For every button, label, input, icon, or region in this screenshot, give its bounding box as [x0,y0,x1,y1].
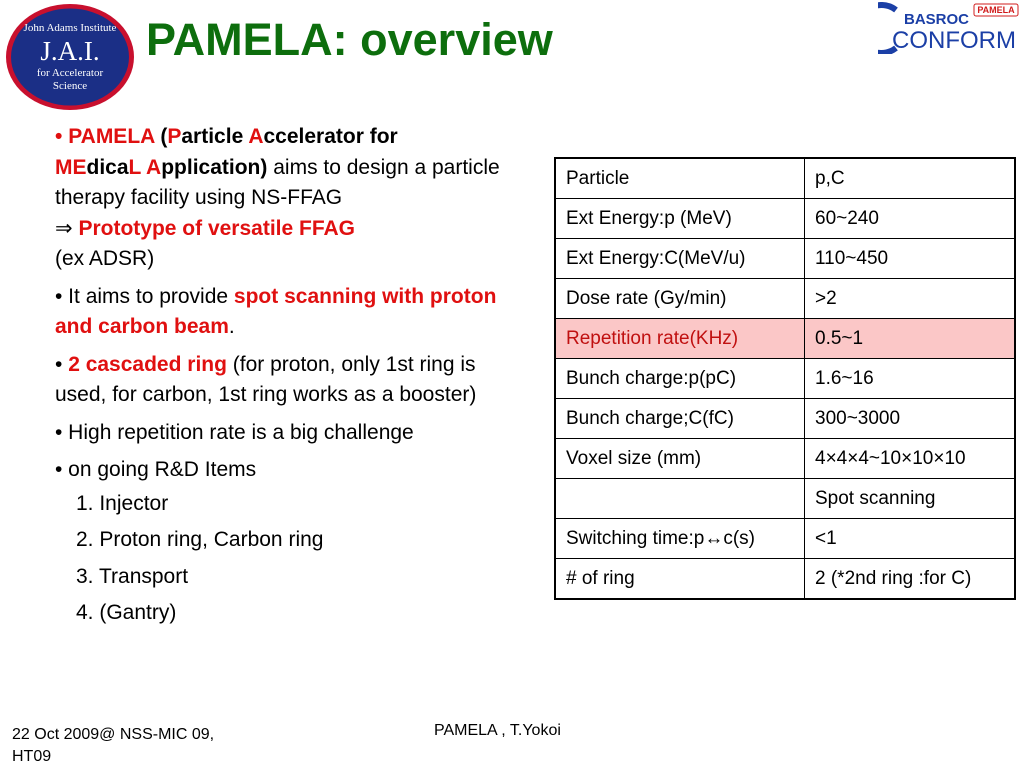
param-cell: Particle [555,158,805,199]
table-row [555,199,1015,239]
param-cell: Repetition rate(KHz) [555,319,805,359]
rd-item: 3. Transport [76,564,189,588]
pamela-badge-text: PAMELA [977,5,1015,15]
param-cell: Bunch charge:p(pC) [555,359,805,399]
param-cell: Bunch charge;C(fC) [555,399,805,439]
bullet-repetition: • High repetition rate is a big challenge [55,420,414,444]
value-cell: Spot scanning [805,479,1016,519]
table-row [555,439,1015,479]
bullet-cascaded-ring: • 2 cascaded ring (for proton, only 1st ring is used, for carbon, 1st ring works as a booster) [55,352,477,406]
table-row [555,479,1015,519]
value-cell: 60~240 [805,199,1016,239]
table-row-highlighted [555,319,1015,359]
footer-author: PAMELA , T.Yokoi [434,722,561,739]
param-cell: # of ring [555,559,805,600]
rd-item: 2. Proton ring, Carbon ring [76,528,324,551]
param-cell: Switching time:p↔c(s) [555,519,805,559]
value-cell: <1 [805,519,1016,559]
value-cell: 4×4×4~10×10×10 [805,439,1016,479]
param-cell: Voxel size (mm) [555,439,805,479]
jai-logo-abbr: J.A.I. [40,36,100,66]
bullet-list [55,122,530,632]
value-cell: p,C [805,158,1016,199]
param-cell [555,479,805,519]
value-cell: 2 (*2nd ring :for C) [805,559,1016,600]
basroc-text: BASROC [904,11,970,28]
value-cell: 300~3000 [805,399,1016,439]
table-row [555,559,1015,600]
value-cell: 0.5~1 [805,319,1016,359]
param-cell: Ext Energy:C(MeV/u) [555,239,805,279]
value-cell: 1.6~16 [805,359,1016,399]
bullet-pamela: • PAMELA (Particle Accelerator for MEdicaL Application) aims to design a particle therapy facility using NS-FFAG ⇒ Prototype of versatile FFAG (ex ADSR) [55,125,500,270]
jai-logo-line4: Science [52,80,88,92]
basroc-conform-logo [878,2,1024,54]
rd-item: 4. (Gantry) [76,601,177,624]
table-row [555,519,1015,559]
param-cell: Ext Energy:p (MeV) [555,199,805,239]
implies-arrow: ⇒ [55,216,73,240]
bullet-rd-items: • on going R&D Items [55,458,257,481]
param-cell: Dose rate (Gy/min) [555,279,805,319]
footer-date: 22 Oct 2009@ NSS-MIC 09, HT09 [12,726,215,765]
jai-logo-line1: John Adams Institute [23,22,117,34]
table-row [555,399,1015,439]
table-row [555,359,1015,399]
table-row [555,158,1015,199]
jai-logo [4,2,136,112]
bullet-spot-scanning: • It aims to provide spot scanning with proton and carbon beam. [55,284,497,338]
spec-table [554,157,1016,600]
table-row [555,239,1015,279]
value-cell: 110~450 [805,239,1016,279]
value-cell: >2 [805,279,1016,319]
rd-item: 1. Injector [76,491,169,515]
table-row [555,279,1015,319]
page-title: PAMELA: overview [146,14,553,65]
bullet-mark: • [55,125,63,148]
jai-logo-line3: for Accelerator [36,67,104,79]
conform-text: CONFORM [892,27,1016,54]
